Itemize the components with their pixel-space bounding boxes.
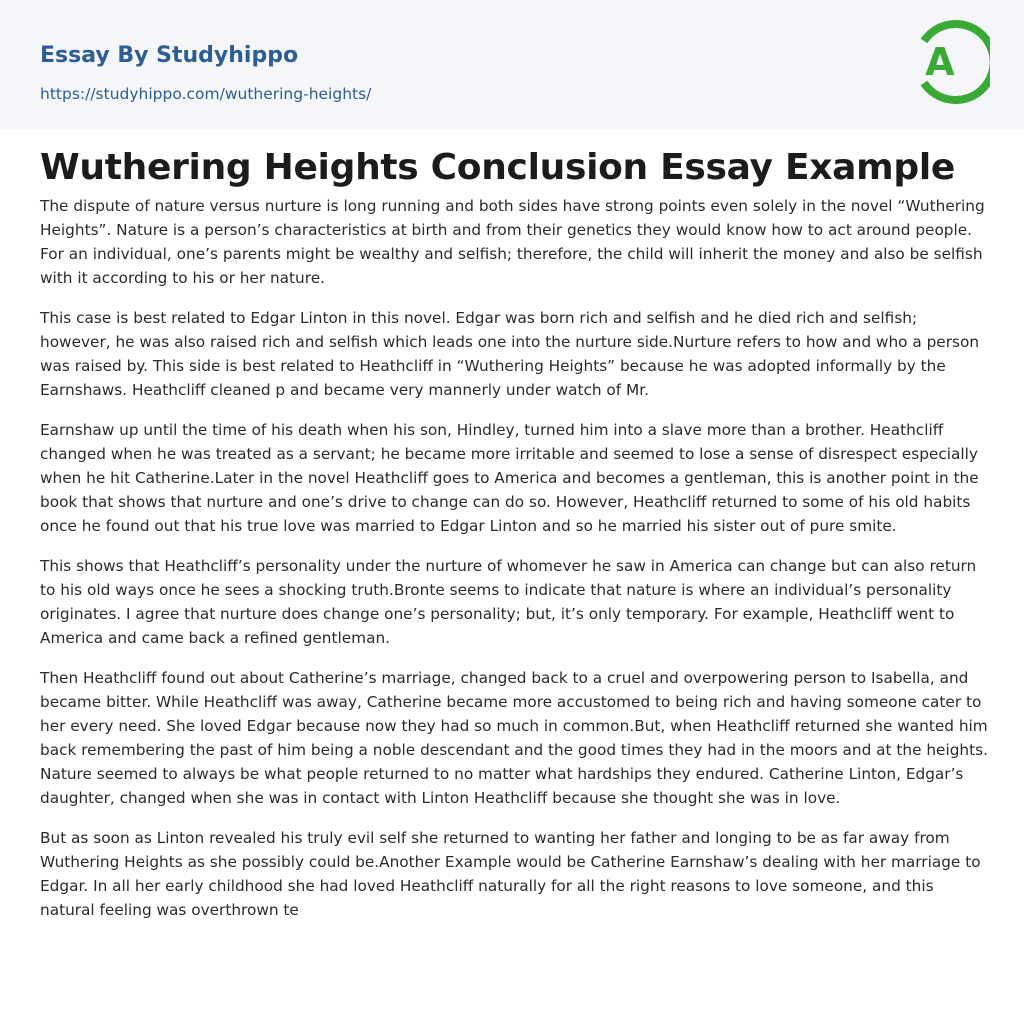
- essay-paragraph-4: This shows that Heathcliff’s personality under the nurture of whomever he saw in America can change but can also return to his old ways once he sees a shocking truth.Bronte seems to indicate that nature is where an individual’s personality originates. I agree that nurture does change one’s personality; but, it’s only temporary. For example, Heathcliff went to America and came back a refined gentleman.: [40, 557, 977, 647]
- essay-paragraph-6: But as soon as Linton revealed his truly evil self she returned to wanting her father and longing to be as far away from Wuthering Heights as she possibly could be.Another Example would be Catherine Earnshaw’s dealing with her marriage to Edgar. In all her early childhood she had loved Heathcliff naturally for all the right reasons to love someone, and this natural feeling was overthrown te: [40, 829, 981, 919]
- source-url-link[interactable]: https://studyhippo.com/wuthering-heights/: [40, 85, 372, 103]
- essay-paragraph-5: Then Heathcliff found out about Catherine’s marriage, changed back to a cruel and overpowering person to Isabella, and became bitter. While Heathcliff was away, Catherine became more accustomed to being rich and having someone cater to her every need. She loved Edgar because now they had so much in common.But, when Heathcliff returned she wanted him back remembering the past of him being a noble descendant and the good times they had in the moors and at the heights. Nature seemed to always be what people returned to no matter what hardships they endured. Catherine Linton, Edgar’s daughter, changed when she was in contact with Linton Heathcliff because she thought she was in love.: [40, 669, 988, 807]
- essay-paragraph-2: This case is best related to Edgar Linton in this novel. Edgar was born rich and selfish and he died rich and selfish; however, he was also raised rich and selfish which leads one into the nurture side.Nurture refers to how and who a person was raised by. This side is best related to Heathcliff in “Wuthering Heights” because he was adopted informally by the Earnshaws. Heathcliff cleaned p and became very mannerly under watch of Mr.: [40, 309, 980, 399]
- brand-title[interactable]: Essay By Studyhippo: [40, 43, 299, 68]
- site-header: [0, 0, 1024, 129]
- studyhippo-logo-icon[interactable]: [910, 18, 990, 106]
- essay-paragraph-3: Earnshaw up until the time of his death when his son, Hindley, turned him into a slave more than a brother. Heathcliff changed when he was treated as a servant; he became more irritable and seemed to lose a sense of disrespect especially when he hit Catherine.Later in the novel Heathcliff goes to America and becomes a gentleman, this is another point in the book that shows that nurture and one’s drive to change can do so. However, Heathcliff returned to some of his old habits once he found out that his true love was married to Edgar Linton and so he married his sister out of pure smite.: [40, 421, 979, 535]
- essay-paragraph-1: The dispute of nature versus nurture is long running and both sides have strong points even solely in the novel “Wuthering Heights”. Nature is a person’s characteristics at birth and from their genetics they would know how to act around people. For an individual, one’s parents might be wealthy and selfish; therefore, the child will inherit the money and also be selfish with it according to his or her nature.: [40, 197, 985, 287]
- essay-body: [40, 194, 990, 938]
- logo-letter: A: [925, 40, 955, 84]
- page-title: Wuthering Heights Conclusion Essay Example: [40, 147, 955, 188]
